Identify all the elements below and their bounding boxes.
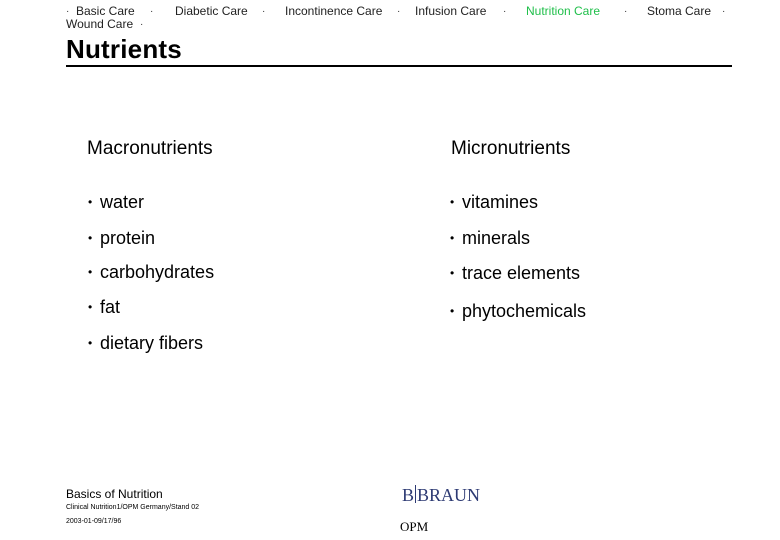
list-item-label: water xyxy=(100,192,145,212)
macronutrients-heading: Macronutrients xyxy=(87,138,213,159)
nav-separator: · xyxy=(66,6,70,17)
footer-title: Basics of Nutrition xyxy=(66,487,163,501)
list-item-label: minerals xyxy=(462,228,531,248)
list-item-label: phytochemicals xyxy=(462,301,587,321)
nav-separator: · xyxy=(150,6,154,17)
title-divider xyxy=(66,65,732,67)
micronutrients-heading: Micronutrients xyxy=(451,138,571,159)
list-item-label: carbohydrates xyxy=(100,262,215,282)
list-item xyxy=(88,297,120,318)
nav-item-nutrition-care[interactable]: Nutrition Care xyxy=(526,4,601,18)
nav-item-basic-care[interactable]: Basic Care xyxy=(76,4,135,18)
list-item xyxy=(88,333,203,354)
list-item xyxy=(88,228,155,249)
footer-date: 2003-01-09/17/96 xyxy=(66,518,122,525)
nav-item-infusion-care[interactable]: Infusion Care xyxy=(415,4,487,18)
footer-subtitle: Clinical Nutrition1/OPM Germany/Stand 02 xyxy=(66,504,200,511)
list-item xyxy=(88,192,144,213)
nav-separator: · xyxy=(624,6,628,17)
list-item-label: vitamines xyxy=(462,192,539,212)
nav-separator: · xyxy=(262,6,266,17)
list-item-label: fat xyxy=(100,297,121,317)
list-item xyxy=(88,262,214,283)
bullet-icon: • xyxy=(450,266,455,280)
list-item xyxy=(450,263,580,284)
bullet-icon: • xyxy=(88,336,93,350)
bullet-icon: • xyxy=(88,300,93,314)
nav-item-diabetic-care[interactable]: Diabetic Care xyxy=(175,4,248,18)
logo-separator xyxy=(415,485,416,503)
list-item xyxy=(450,192,538,213)
bullet-icon: • xyxy=(88,195,93,209)
nav-separator: · xyxy=(397,6,401,17)
bullet-icon: • xyxy=(88,231,93,245)
list-item-label: dietary fibers xyxy=(100,333,204,353)
bullet-icon: • xyxy=(450,304,455,318)
opm-label: OPM xyxy=(400,519,429,534)
list-item-label: trace elements xyxy=(462,263,581,283)
bullet-icon: • xyxy=(450,231,455,245)
nav-item-wound-care[interactable]: Wound Care xyxy=(66,17,134,31)
nav-separator: · xyxy=(140,19,144,30)
list-item-label: protein xyxy=(100,228,156,248)
nav-separator: · xyxy=(722,6,726,17)
logo-right: BRAUN xyxy=(417,485,481,505)
logo-left: B xyxy=(402,485,415,505)
list-item xyxy=(450,228,530,249)
nav-separator: · xyxy=(503,6,507,17)
nav-item-incontinence-care[interactable]: Incontinence Care xyxy=(285,4,383,18)
list-item xyxy=(450,301,586,322)
bullet-icon: • xyxy=(88,265,93,279)
bbraun-logo xyxy=(402,485,480,506)
nav-item-stoma-care[interactable]: Stoma Care xyxy=(647,4,712,18)
bullet-icon: • xyxy=(450,195,455,209)
page-title: Nutrients xyxy=(66,34,182,64)
